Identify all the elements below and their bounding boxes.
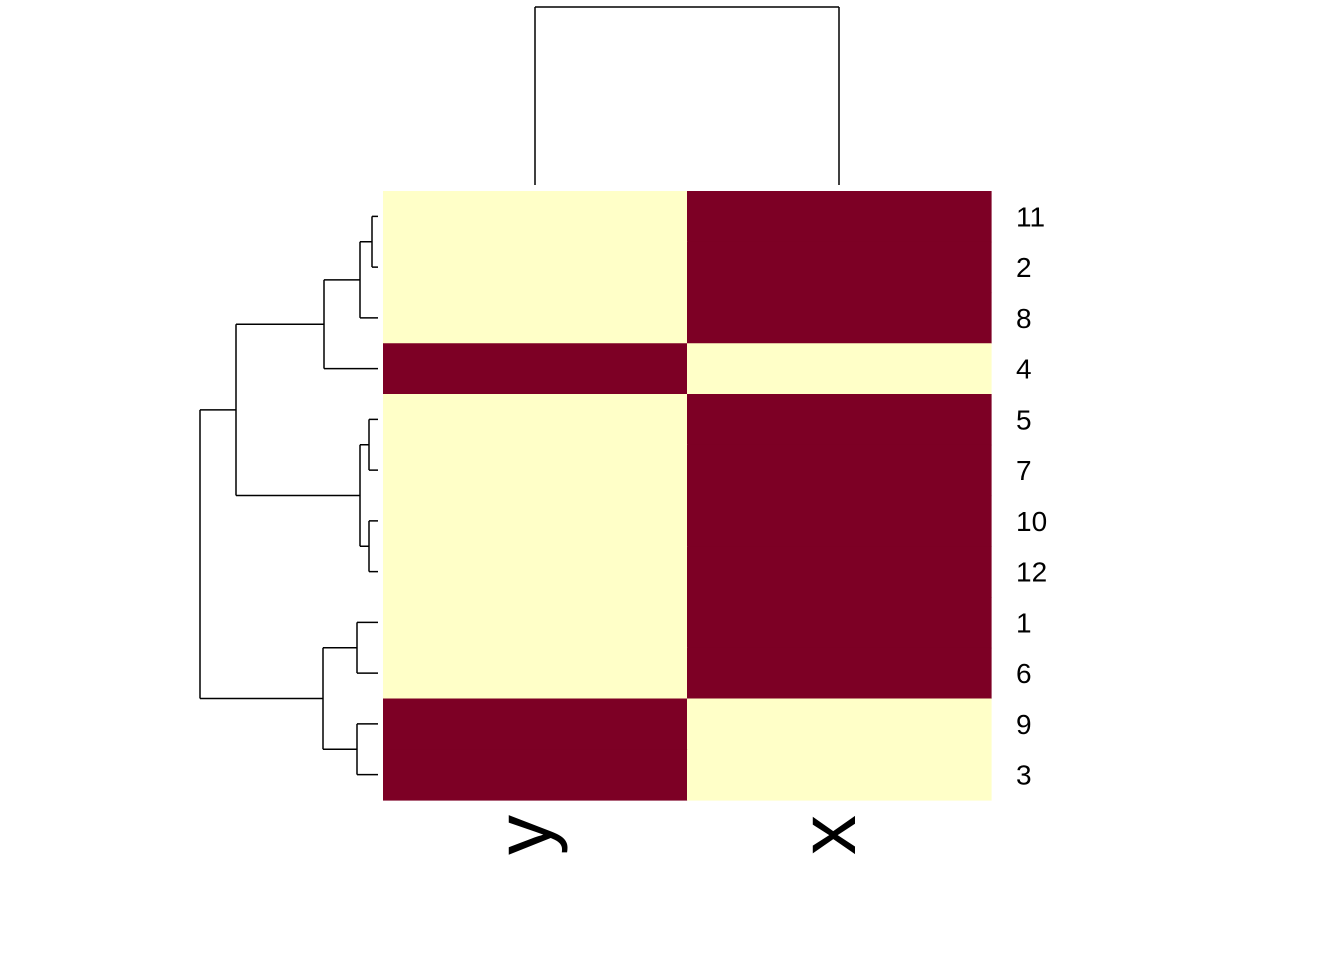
column-labels <box>479 815 872 855</box>
column-label: y <box>479 815 568 855</box>
heatmap-cell-3-y <box>383 749 688 800</box>
heatmap-cell-6-y <box>383 648 688 699</box>
heatmap-cell-12-x <box>687 546 992 597</box>
row-label: 1 <box>1016 607 1032 639</box>
heatmap-cell-9-y <box>383 699 688 750</box>
heatmap-cells <box>383 191 992 801</box>
heatmap-cell-11-x <box>687 191 992 242</box>
heatmap-cell-10-y <box>383 496 688 547</box>
row-labels <box>1016 201 1047 790</box>
heatmap-cell-1-y <box>383 597 688 648</box>
heatmap-cell-4-y <box>383 343 688 394</box>
row-dendrogram <box>200 216 378 774</box>
heatmap-cell-6-x <box>687 648 992 699</box>
column-dendrogram <box>535 7 839 185</box>
heatmap-cell-12-y <box>383 546 688 597</box>
row-label: 10 <box>1016 505 1048 537</box>
heatmap-cell-8-x <box>687 293 992 344</box>
heatmap-cell-8-y <box>383 293 688 344</box>
row-label: 12 <box>1016 556 1048 588</box>
heatmap-cell-3-x <box>687 749 992 800</box>
row-label: 5 <box>1016 404 1032 436</box>
row-label: 11 <box>1016 201 1046 233</box>
row-label: 8 <box>1016 302 1032 334</box>
heatmap-cell-2-x <box>687 242 992 293</box>
column-label: x <box>783 815 872 855</box>
heatmap-cell-5-y <box>383 394 688 445</box>
heatmap-cell-7-y <box>383 445 688 496</box>
row-label: 7 <box>1016 455 1032 487</box>
row-label: 9 <box>1016 708 1032 740</box>
heatmap-cell-9-x <box>687 699 992 750</box>
heatmap-cell-1-x <box>687 597 992 648</box>
row-label: 4 <box>1016 353 1032 385</box>
heatmap-cell-7-x <box>687 445 992 496</box>
row-label: 6 <box>1016 658 1032 690</box>
heatmap-cell-11-y <box>383 191 688 242</box>
heatmap-cell-4-x <box>687 343 992 394</box>
heatmap-cell-10-x <box>687 496 992 547</box>
heatmap-cell-5-x <box>687 394 992 445</box>
row-label: 2 <box>1016 252 1032 284</box>
row-label: 3 <box>1016 759 1032 791</box>
heatmap-cell-2-y <box>383 242 688 293</box>
